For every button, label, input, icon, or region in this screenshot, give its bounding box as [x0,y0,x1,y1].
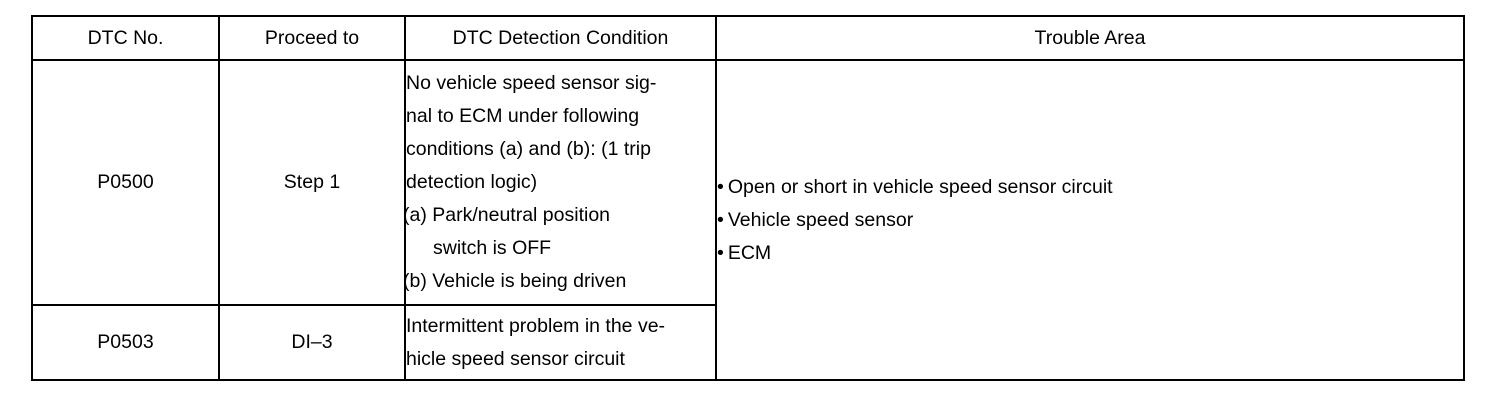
proceed-to-cell: DI–3 [219,305,405,380]
dtc-code-cell: P0503 [32,305,219,380]
table-header-row [32,16,1464,60]
condition-line: Intermittent problem in the ve- [406,315,666,337]
dtc-table [31,15,1465,381]
list-item: • Vehicle speed sensor [717,204,1463,237]
condition-sub-a-label: (a) Park/neutral position [403,204,611,226]
table-row [32,60,1464,305]
list-item: • ECM [717,237,1463,270]
condition-sub-item-a [403,199,715,265]
header-trouble-area: Trouble Area [716,16,1464,60]
dtc-code-cell: P0500 [32,60,219,305]
condition-line: No vehicle speed sensor sig- [406,72,657,94]
condition-line: hicle speed sensor circuit [406,348,625,370]
header-dtc-no: DTC No. [32,16,219,60]
condition-line: nal to ECM under following [406,105,640,127]
detection-condition-cell [405,305,716,380]
list-item: • Open or short in vehicle speed sensor circuit [717,171,1463,204]
condition-line: detection logic) [406,171,538,193]
condition-sub-a-continuation: switch is OFF [433,237,552,259]
trouble-area-cell [716,60,1464,380]
proceed-to-cell: Step 1 [219,60,405,305]
condition-sub-item-b: (b) Vehicle is being driven [403,270,627,292]
trouble-area-list [717,171,1463,270]
condition-line: conditions (a) and (b): (1 trip [406,138,651,160]
header-proceed-to: Proceed to [219,16,405,60]
header-detection-condition: DTC Detection Condition [405,16,716,60]
detection-condition-cell [405,60,716,305]
